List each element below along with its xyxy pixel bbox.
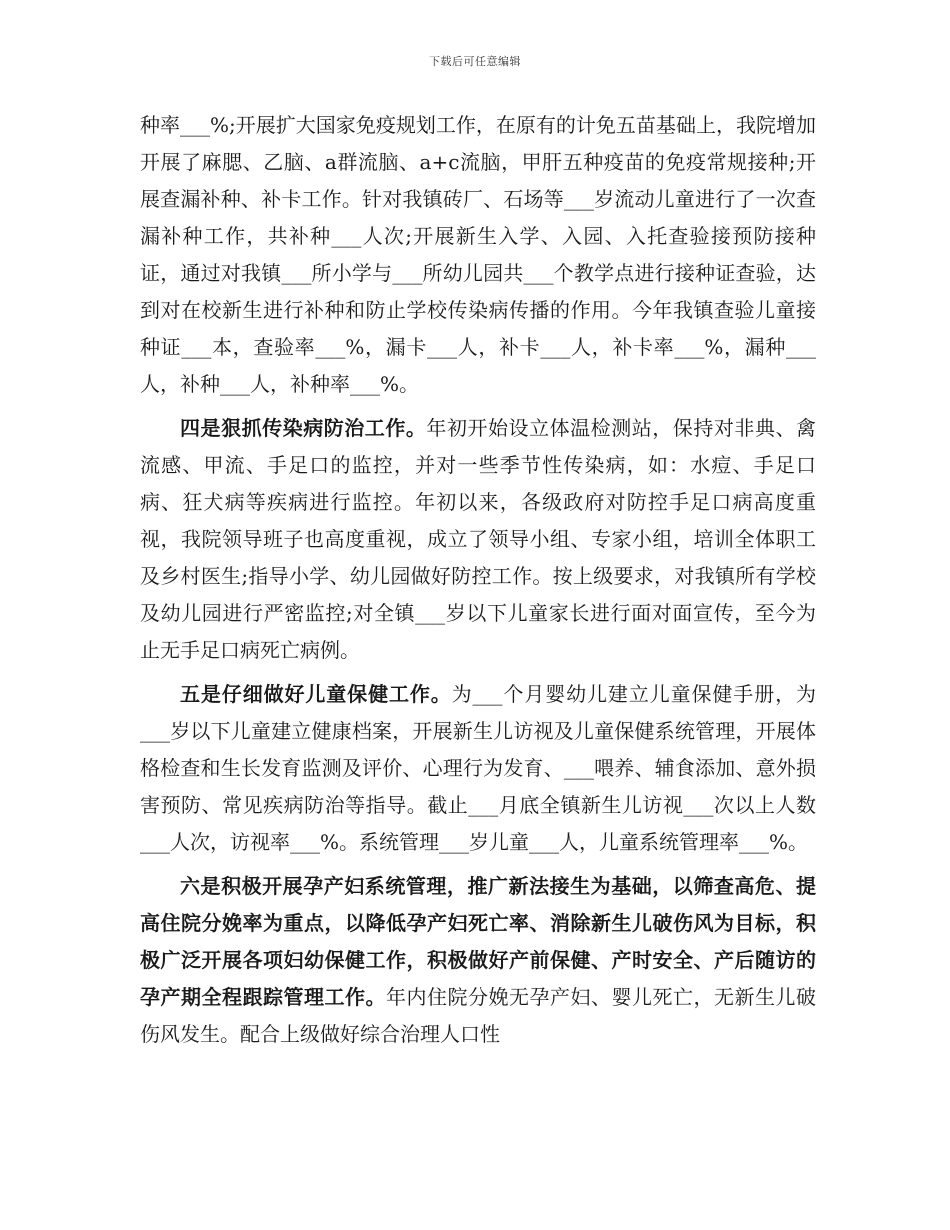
paragraph-body: 种率___%;开展扩大国家免疫规划工作，在原有的计免五苗基础上，我院增加开展了麻腮、乙脑、a群流脑、a+c流脑，甲肝五种疫苗的免疫常规接种;开展查漏补种、补卡工作。针对我镇砖厂、石场等___岁流动儿童进行了一次查漏补种工作，共补种___人次;开展新生入学、入园、入托查验接预防接种证，通过对我镇___所小学与___所幼儿园共___个教学点进行接种证查验，达到对在校新生进行补种和防止学校传染病传播的作用。今年我镇查验儿童接种证___本，查验率___%，漏卡___人，补卡___人，补卡率___%，漏种___人，补种___人，补种率___%。	[140, 113, 816, 396]
paragraph-body: 年内住院分娩无孕产妇、婴儿死亡，无新生儿破伤风发生。配合上级做好综合治理人口性	[140, 985, 816, 1046]
paragraph-maternal-health	[140, 868, 816, 1053]
paragraph-lead: 五是仔细做好儿童保健工作。	[180, 682, 452, 706]
paragraph-body: 年初开始设立体温检测站，保持对非典、禽流感、甲流、手足口的监控，并对一些季节性传染病，如：水痘、手足口病、狂犬病等疾病进行监控。年初以来，各级政府对防控手足口病高度重视，我院领导班子也高度重视，成立了领导小组、专家小组，培训全体职工及乡村医生;指导小学、幼儿园做好防控工作。按上级要求，对我镇所有学校及幼儿园进行严密监控;对全镇___岁以下儿童家长进行面对面宣传，至今为止无手足口病死亡病例。	[140, 416, 817, 662]
paragraph-lead: 六是积极开展孕产妇系统管理，推广新法接生为基础，以筛查高危、提高住院分娩率为重点，以降低孕产妇死亡率、消除新生儿破伤风为目标，积极广泛开展各项妇幼保健工作，积极做好产前保健、产时安全、产后随访的孕产期全程跟踪管理工作。	[140, 874, 816, 1009]
paragraph-lead: 四是狠抓传染病防治工作。	[180, 416, 427, 440]
paragraph-infectious-disease	[140, 410, 816, 669]
document-body	[140, 107, 816, 1060]
paragraph-vaccination	[140, 107, 816, 403]
page-header: 下载后可任意编辑	[429, 55, 521, 68]
paragraph-body: 为___个月婴幼儿建立儿童保健手册，为___岁以下儿童建立健康档案，开展新生儿访视及儿童保健系统管理，开展体格检查和生长发育监测及评价、心理行为发育、___喂养、辅食添加、意外损害预防、常见疾病防治等指导。截止___月底全镇新生儿访视___次以上人数___人次，访视率___%。系统管理___岁儿童___人，儿童系统管理率___%。	[140, 682, 817, 854]
paragraph-child-health	[140, 676, 816, 861]
